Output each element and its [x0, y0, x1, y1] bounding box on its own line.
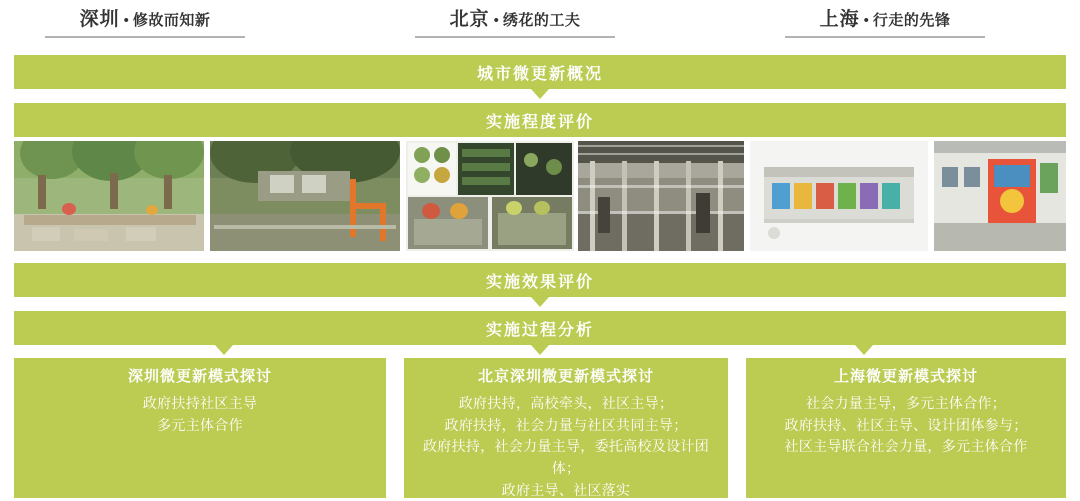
city-separator-dot-shanghai: • — [863, 12, 869, 29]
city-separator-dot-beijing: • — [493, 12, 499, 29]
summary-title-shenzhen: 深圳微更新模式探讨 — [127, 368, 272, 385]
arrow-down-icon — [531, 297, 549, 307]
summary-line: 政府扶持，社会力量主导，委托高校及设计团体； — [423, 438, 709, 477]
summary-line: 多元主体合作 — [157, 416, 243, 433]
summary-line: 社会力量主导，多元主体合作； — [805, 395, 1007, 411]
summary-box-shenzhen — [14, 358, 386, 498]
city-headings-row — [0, 0, 1080, 46]
photo-beijing-alley-scaffold — [578, 141, 744, 251]
arrow-down-icon — [531, 89, 549, 99]
photo-shenzhen-community-garden — [14, 141, 204, 251]
summary-line: 社区主导联合社会力量，多元主体合作 — [784, 438, 1028, 455]
photo-shanghai-mural-building — [934, 141, 1066, 251]
city-heading-shanghai — [785, 4, 985, 38]
photo-shenzhen-street-playground — [210, 141, 400, 251]
city-name-shanghai: 上海 — [819, 9, 860, 30]
stage-bar-overview: 城市微更新概况 — [14, 55, 1066, 89]
city-name-shenzhen: 深圳 — [79, 9, 120, 30]
city-subtitle-shanghai: 行走的先锋 — [872, 12, 951, 29]
city-subtitle-shenzhen: 修故而知新 — [132, 12, 211, 29]
photo-strip — [14, 141, 1066, 251]
city-heading-beijing — [415, 4, 615, 38]
summary-line: 政府主导、社区落实 — [501, 481, 631, 498]
city-subtitle-beijing: 绣花的工夫 — [502, 12, 581, 29]
city-heading-shenzhen — [45, 4, 245, 38]
summary-box-shanghai — [746, 358, 1066, 498]
summary-line: 政府扶持，社会力量与社区共同主导； — [444, 416, 688, 433]
arrow-down-icon — [531, 345, 549, 355]
summary-boxes-row — [14, 358, 1066, 498]
city-separator-dot-shenzhen: • — [123, 12, 129, 29]
photo-beijing-plant-grid-collage — [406, 141, 574, 251]
summary-line: 政府扶持、社区主导、设计团体参与； — [784, 416, 1028, 433]
arrow-down-icon — [215, 345, 233, 355]
stage-bar-process-analysis: 实施过程分析 — [14, 311, 1066, 345]
summary-title-shanghai: 上海微更新模式探讨 — [833, 368, 978, 385]
city-name-beijing: 北京 — [449, 9, 490, 30]
summary-line: 政府扶持社区主导 — [142, 395, 258, 411]
stage-bar-effect-evaluation: 实施效果评价 — [14, 263, 1066, 297]
summary-title-beijing: 北京深圳微更新模式探讨 — [477, 368, 654, 385]
stage-bar-implementation-degree: 实施程度评价 — [14, 103, 1066, 137]
arrow-down-icon — [855, 345, 873, 355]
photo-shanghai-colorful-building-rendering — [750, 141, 928, 251]
summary-line: 政府扶持，高校牵头，社区主导； — [458, 395, 674, 411]
summary-box-beijing — [404, 358, 728, 498]
